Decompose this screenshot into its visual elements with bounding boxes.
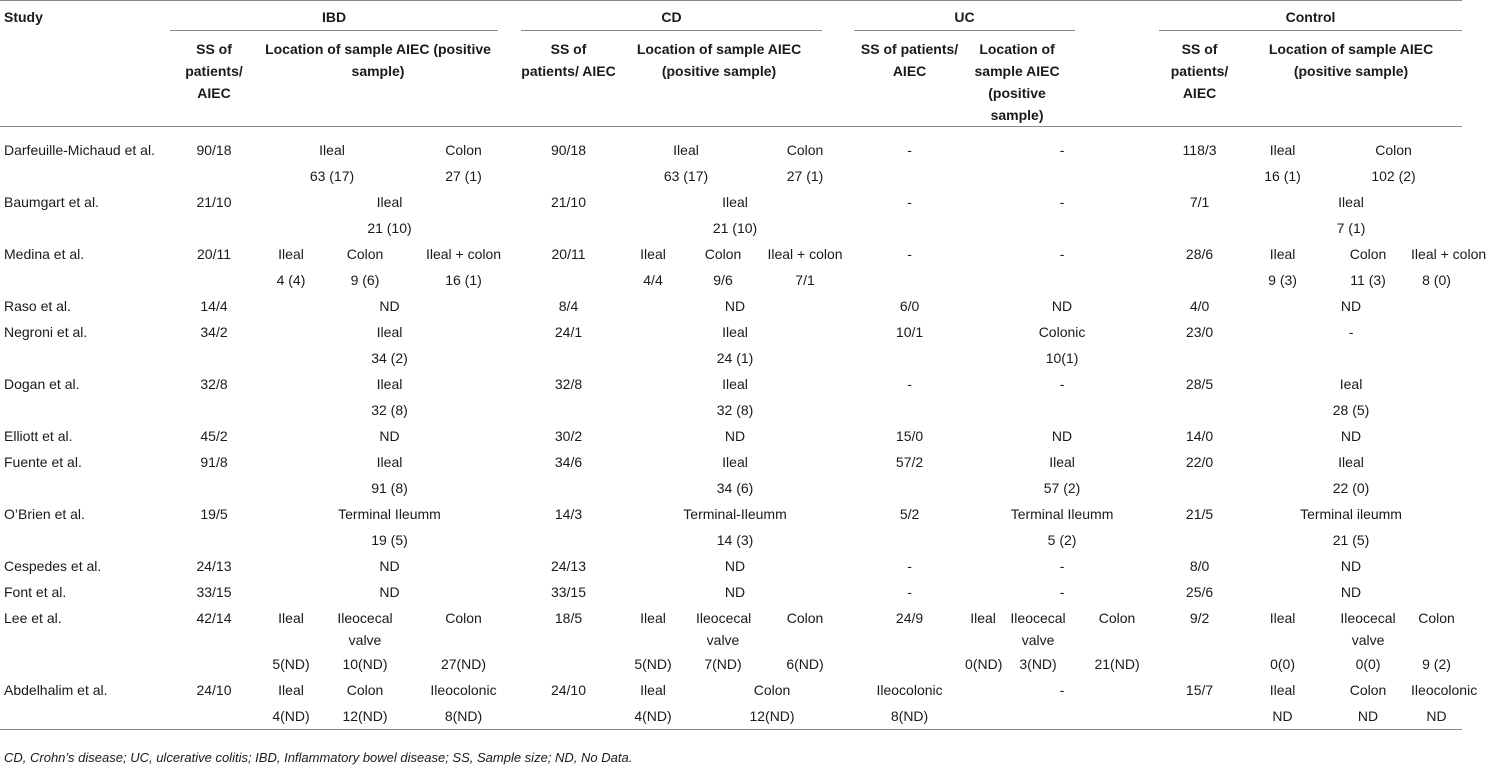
cell: 0(0) bbox=[1270, 656, 1295, 672]
cell: 34 (2) bbox=[371, 350, 408, 366]
cell: 32/8 bbox=[200, 376, 228, 392]
cell: 32/8 bbox=[554, 376, 583, 392]
cell: 28/5 bbox=[1185, 376, 1214, 392]
cell: - bbox=[1059, 194, 1065, 210]
cell: 9/6 bbox=[713, 272, 733, 288]
cell: 4 (4) bbox=[276, 272, 306, 288]
cell: Ileal bbox=[376, 194, 403, 210]
uc-group-header: UC bbox=[854, 1, 1075, 37]
cd-group-header: CD bbox=[521, 1, 822, 37]
cell: 8/0 bbox=[1189, 558, 1210, 574]
cell: Ileal bbox=[722, 454, 748, 470]
cell: Ileocolonic bbox=[430, 682, 497, 698]
cell: 7(ND) bbox=[704, 656, 742, 672]
cell: Ileal bbox=[640, 682, 666, 698]
cell: 18/5 bbox=[554, 610, 583, 626]
cell: Ileal bbox=[319, 142, 345, 158]
cell: Ileal bbox=[1269, 142, 1296, 158]
cell: Ileal bbox=[722, 376, 748, 392]
cell: 33/15 bbox=[196, 584, 232, 600]
cell: Colon bbox=[1349, 682, 1387, 698]
cell: ND bbox=[1051, 298, 1073, 314]
cell: 4(ND) bbox=[634, 708, 672, 724]
cell: 57/2 bbox=[895, 454, 924, 470]
cell: 8 (0) bbox=[1422, 272, 1451, 288]
cell: Ileal bbox=[722, 194, 748, 210]
cell: - bbox=[907, 142, 912, 158]
cell: 5(ND) bbox=[634, 656, 672, 672]
control-group-header: Control bbox=[1159, 1, 1462, 37]
cell: 34/2 bbox=[200, 324, 228, 340]
cell: Ileocecal valve bbox=[1340, 610, 1396, 648]
table-row bbox=[0, 553, 1462, 579]
cell: 4(ND) bbox=[272, 708, 310, 724]
study-name: Baumgart et al. bbox=[4, 194, 99, 210]
cell: 9 (3) bbox=[1268, 272, 1297, 288]
cell: 24/1 bbox=[554, 324, 583, 340]
cell: Ileal bbox=[1049, 454, 1075, 470]
cell: 24/9 bbox=[895, 610, 924, 626]
study-name: O’Brien et al. bbox=[4, 506, 85, 522]
cell: 3(ND) bbox=[1019, 656, 1057, 672]
cell: 25/6 bbox=[1185, 584, 1214, 600]
table-row bbox=[0, 501, 1462, 527]
uc-location-header: Location of sample AIEC (positive sample) bbox=[974, 41, 1060, 123]
cell: 102 (2) bbox=[1371, 168, 1416, 184]
cell: 57 (2) bbox=[1043, 480, 1081, 496]
cell: 5 (2) bbox=[1047, 532, 1077, 548]
control-ss-header: SS of patients/ AIEC bbox=[1170, 41, 1229, 101]
cell: 91 (8) bbox=[371, 480, 408, 496]
study-name: Darfeuille-Michaud et al. bbox=[4, 142, 155, 158]
study-name: Medina et al. bbox=[4, 246, 85, 262]
cell: 10(1) bbox=[1045, 350, 1079, 366]
cell: 15/0 bbox=[895, 428, 924, 444]
cell: 34 (6) bbox=[716, 480, 754, 496]
cell: 21/10 bbox=[550, 194, 587, 210]
cell: 10/1 bbox=[895, 324, 924, 340]
table-row bbox=[0, 319, 1462, 345]
table-row bbox=[0, 449, 1462, 475]
table-row bbox=[0, 127, 1462, 164]
cell: 14/0 bbox=[1185, 428, 1214, 444]
cell: 24/10 bbox=[196, 682, 232, 698]
study-name: Dogan et al. bbox=[4, 376, 80, 392]
cell: 7/1 bbox=[795, 272, 815, 288]
table-row bbox=[0, 267, 1462, 293]
cell: 6/0 bbox=[899, 298, 920, 314]
sub-header-row bbox=[0, 36, 1462, 127]
cell: 21(ND) bbox=[1094, 656, 1140, 672]
cell: Ileal bbox=[673, 142, 699, 158]
cell: Ileal bbox=[278, 246, 304, 262]
ibd-location-header: Location of sample AIEC (positive sample) bbox=[265, 41, 491, 79]
ibd-group-header: IBD bbox=[170, 1, 498, 37]
cell: Ileal bbox=[278, 682, 304, 698]
cell: - bbox=[907, 194, 912, 210]
table-row bbox=[0, 189, 1462, 215]
cell: ND bbox=[1340, 558, 1362, 574]
cell: Ileal + colon bbox=[425, 246, 502, 262]
table-row bbox=[0, 677, 1462, 703]
cell: 21 (5) bbox=[1332, 532, 1370, 548]
cell: 7 (1) bbox=[1336, 220, 1366, 236]
cell: ND bbox=[1426, 708, 1447, 724]
cell: Colon bbox=[786, 142, 824, 158]
cell: 14 (3) bbox=[716, 532, 754, 548]
cell: Terminal Ileumm bbox=[1010, 506, 1114, 522]
cell: Ileal + colon bbox=[1411, 246, 1486, 262]
cell: 19/5 bbox=[200, 506, 228, 522]
cell: 23/0 bbox=[1185, 324, 1214, 340]
cell: 0(ND) bbox=[965, 656, 1003, 672]
cell: Terminal-Ileumm bbox=[683, 506, 787, 522]
cell: 0(0) bbox=[1355, 656, 1381, 672]
cell: Ileal + colon bbox=[767, 246, 843, 262]
cell: Colon bbox=[346, 246, 384, 262]
cd-ss-header: SS of patients/ AIEC bbox=[521, 41, 616, 79]
cell: 63 (17) bbox=[663, 168, 709, 184]
cell: 10(ND) bbox=[342, 656, 388, 672]
cell: Colon bbox=[445, 610, 482, 626]
cell: 24/13 bbox=[550, 558, 587, 574]
cell: Ileal bbox=[376, 324, 403, 340]
cell: 4/0 bbox=[1189, 298, 1210, 314]
cell: Ileocolonic bbox=[876, 682, 943, 698]
study-name: Negroni et al. bbox=[4, 324, 88, 340]
cell: 90/18 bbox=[196, 142, 232, 158]
cell: 32 (8) bbox=[716, 402, 754, 418]
cell: ND bbox=[1340, 428, 1362, 444]
cell: Ileocecal valve bbox=[337, 610, 393, 648]
cell: Colon bbox=[1349, 246, 1387, 262]
cell: 16 (1) bbox=[1264, 168, 1301, 184]
cell: Ileal bbox=[1269, 682, 1296, 698]
cell: 20/11 bbox=[197, 246, 231, 262]
table-row bbox=[0, 703, 1462, 730]
cell: ND bbox=[724, 428, 746, 444]
cell: 6(ND) bbox=[786, 656, 824, 672]
cell: Terminal ileumm bbox=[1300, 506, 1402, 522]
cell: ND bbox=[379, 558, 400, 574]
cell: 63 (17) bbox=[309, 168, 355, 184]
study-name: Raso et al. bbox=[4, 298, 71, 314]
cell: 21/10 bbox=[196, 194, 232, 210]
cell: - bbox=[1059, 246, 1065, 262]
table-row bbox=[0, 397, 1462, 423]
cell: 8/4 bbox=[558, 298, 579, 314]
study-header: Study bbox=[4, 9, 43, 25]
cell: 45/2 bbox=[200, 428, 228, 444]
cell: - bbox=[1059, 682, 1065, 698]
cell: ND bbox=[1051, 428, 1073, 444]
cell: - bbox=[1059, 376, 1065, 392]
cell: 15/7 bbox=[1185, 682, 1214, 698]
cell: 33/15 bbox=[550, 584, 587, 600]
table-row bbox=[0, 345, 1462, 371]
cell: ND bbox=[724, 584, 746, 600]
cell: Colon bbox=[346, 682, 384, 698]
cd-location-header: Location of sample AIEC (positive sample) bbox=[636, 41, 802, 79]
table-row bbox=[0, 241, 1462, 267]
cell: - bbox=[1059, 558, 1065, 574]
cell: Colon bbox=[753, 682, 791, 698]
cell: Colon bbox=[1375, 142, 1412, 158]
cell: 34/6 bbox=[554, 454, 583, 470]
cell: 14/4 bbox=[200, 298, 228, 314]
cell: Ileal bbox=[376, 454, 403, 470]
cell: - bbox=[907, 246, 912, 262]
cell: 20/11 bbox=[551, 246, 586, 262]
study-name: Elliott et al. bbox=[4, 428, 73, 444]
cell: Ileocecal valve bbox=[696, 610, 752, 648]
table-row bbox=[0, 371, 1462, 397]
cell: 28/6 bbox=[1185, 246, 1214, 262]
cell: Ileal bbox=[722, 324, 748, 340]
cell: 8(ND) bbox=[444, 708, 483, 724]
cell: Colon bbox=[1098, 610, 1136, 626]
cell: 8(ND) bbox=[890, 708, 929, 724]
study-name: Abdelhalim et al. bbox=[4, 682, 108, 698]
cell: ND bbox=[1340, 584, 1362, 600]
cell: 11 (3) bbox=[1350, 272, 1386, 288]
cell: 91/8 bbox=[200, 454, 228, 470]
cell: 28 (5) bbox=[1332, 402, 1370, 418]
cell: Colon bbox=[786, 610, 824, 626]
cell: 21 (10) bbox=[712, 220, 758, 236]
control-location-header: Location of sample AIEC (positive sample) bbox=[1268, 41, 1434, 79]
cell: 14/3 bbox=[554, 506, 583, 522]
cell: 24 (1) bbox=[716, 350, 754, 366]
cell: 27 (1) bbox=[445, 168, 482, 184]
cell: - bbox=[1059, 584, 1065, 600]
table-row bbox=[0, 215, 1462, 241]
table-row bbox=[0, 579, 1462, 605]
cell: ND bbox=[724, 558, 746, 574]
cell: ND bbox=[379, 584, 400, 600]
cell: - bbox=[907, 558, 912, 574]
cell: 90/18 bbox=[550, 142, 587, 158]
cell: 24/13 bbox=[196, 558, 232, 574]
table-footnote: CD, Crohn’s disease; UC, ulcerative colitis; IBD, Inflammatory bowel disease; SS, Sample size; ND, No Data. bbox=[4, 750, 633, 765]
cell: 24/10 bbox=[550, 682, 587, 698]
table-row bbox=[0, 651, 1462, 677]
cell: 12(ND) bbox=[342, 708, 388, 724]
uc-ss-header: SS of patients/ AIEC bbox=[860, 41, 959, 79]
study-name: Lee et al. bbox=[4, 610, 62, 626]
cell: Ileal bbox=[1269, 610, 1296, 626]
cell: Ileal bbox=[1338, 454, 1364, 470]
cell: ND bbox=[1340, 298, 1362, 314]
cell: 9 (6) bbox=[350, 272, 380, 288]
cell: ND bbox=[379, 298, 400, 314]
cell: - bbox=[1348, 324, 1354, 340]
table-row bbox=[0, 475, 1462, 501]
cell: Ileal bbox=[1269, 246, 1296, 262]
cell: Ileal bbox=[278, 610, 304, 626]
cell: 7/1 bbox=[1189, 194, 1210, 210]
cell: Ileal bbox=[1338, 194, 1364, 210]
cell: 42/14 bbox=[196, 610, 232, 626]
cell: Colon bbox=[1418, 610, 1455, 626]
ibd-ss-header: SS of patients/ AIEC bbox=[185, 41, 243, 101]
cell: Ileocolonic bbox=[1411, 682, 1478, 698]
study-name: Fuente et al. bbox=[4, 454, 82, 470]
cell: Colon bbox=[704, 246, 742, 262]
cell: 5/2 bbox=[899, 506, 920, 522]
cell: 19 (5) bbox=[371, 532, 408, 548]
cell: 4/4 bbox=[643, 272, 663, 288]
cell: 27 (1) bbox=[786, 168, 824, 184]
cell: 16 (1) bbox=[445, 272, 482, 288]
cell: 21 (10) bbox=[367, 220, 412, 236]
cell: ND bbox=[379, 428, 400, 444]
study-name: Font et al. bbox=[4, 584, 67, 600]
cell: 32 (8) bbox=[371, 402, 408, 418]
cell: Ileocecal valve bbox=[1010, 610, 1066, 648]
cell: Ileal bbox=[640, 246, 666, 262]
table-row bbox=[0, 423, 1462, 449]
cell: Colonic bbox=[1038, 324, 1086, 340]
cell: 9/2 bbox=[1189, 610, 1210, 626]
cell: 12(ND) bbox=[749, 708, 795, 724]
cell: 22/0 bbox=[1185, 454, 1214, 470]
table-row bbox=[0, 293, 1462, 319]
group-header-row bbox=[0, 1, 1462, 37]
cell: ND bbox=[1272, 708, 1293, 724]
cell: ND bbox=[724, 298, 746, 314]
table-row bbox=[0, 527, 1462, 553]
study-name: Cespedes et al. bbox=[4, 558, 102, 574]
cell: 21/5 bbox=[1185, 506, 1214, 522]
cell: - bbox=[907, 376, 912, 392]
cell: 22 (0) bbox=[1332, 480, 1370, 496]
cell: 9 (2) bbox=[1422, 656, 1451, 672]
cell: Terminal Ileumm bbox=[338, 506, 441, 522]
cell: 27(ND) bbox=[440, 656, 487, 672]
cell: Ileal bbox=[640, 610, 666, 626]
table-row bbox=[0, 163, 1462, 189]
cell: 30/2 bbox=[554, 428, 583, 444]
cell: 118/3 bbox=[1182, 142, 1217, 158]
cell: Ileal bbox=[376, 376, 403, 392]
cell: Ieal bbox=[1339, 376, 1363, 392]
cell: ND bbox=[1357, 708, 1379, 724]
cell: Ileal bbox=[970, 610, 996, 626]
cell: 5(ND) bbox=[272, 656, 310, 672]
cell: Colon bbox=[445, 142, 482, 158]
cell: - bbox=[907, 584, 912, 600]
cell: - bbox=[1059, 142, 1065, 158]
table-row bbox=[0, 605, 1462, 651]
